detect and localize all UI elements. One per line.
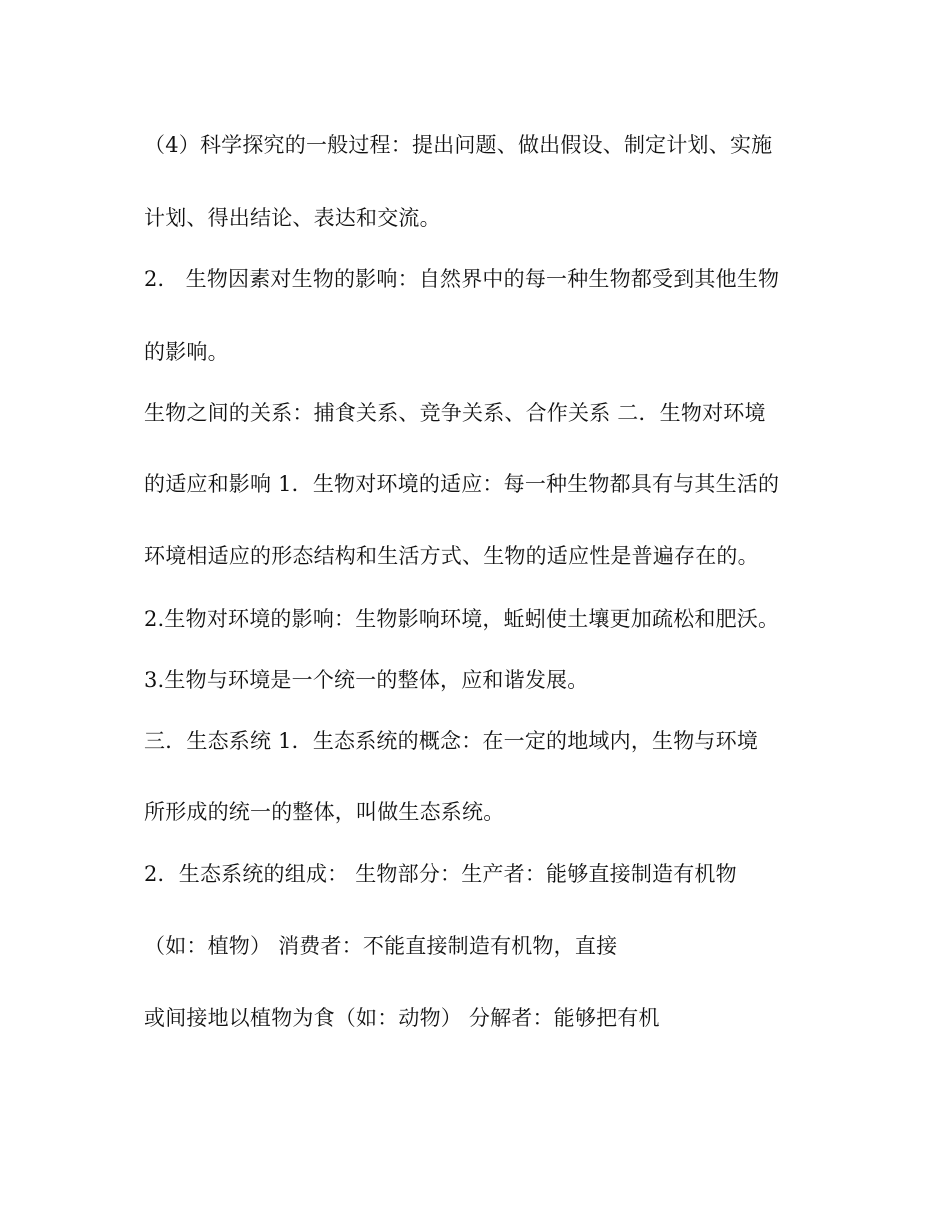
- text-line: 计划、得出结论、表达和交流。: [144, 206, 441, 230]
- text-line: 或间接地以植物为食（如：动物） 分解者：能够把有机: [144, 1006, 660, 1030]
- text-line: 所形成的统一的整体，叫做生态系统。: [144, 800, 505, 824]
- text-line: 三．生态系统 1．生态系统的概念：在一定的地域内，生物与环境: [144, 729, 759, 753]
- text-line: 生物之间的关系：捕食关系、竞争关系、合作关系 二．生物对环境: [144, 401, 766, 425]
- text-line: 环境相适应的形态结构和生活方式、生物的适应性是普遍存在的。: [144, 544, 759, 568]
- text-line: 3.生物与环境是一个统一的整体，应和谐发展。: [144, 668, 589, 692]
- text-line: 2．生态系统的组成： 生物部分：生产者：能够直接制造有机物: [144, 862, 737, 886]
- text-line: 的适应和影响 1．生物对环境的适应：每一种生物都具有与其生活的: [144, 472, 780, 496]
- text-line: （4）科学探究的一般过程：提出问题、做出假设、制定计划、实施: [144, 133, 773, 157]
- text-line: 的影响。: [144, 340, 229, 364]
- text-line: 2.生物对环境的影响：生物影响环境，蚯蚓使土壤更加疏松和肥沃。: [144, 607, 780, 631]
- text-line: （如：植物） 消费者：不能直接制造有机物，直接: [144, 934, 618, 958]
- text-line: 2． 生物因素对生物的影响：自然界中的每一种生物都受到其他生物: [144, 267, 780, 291]
